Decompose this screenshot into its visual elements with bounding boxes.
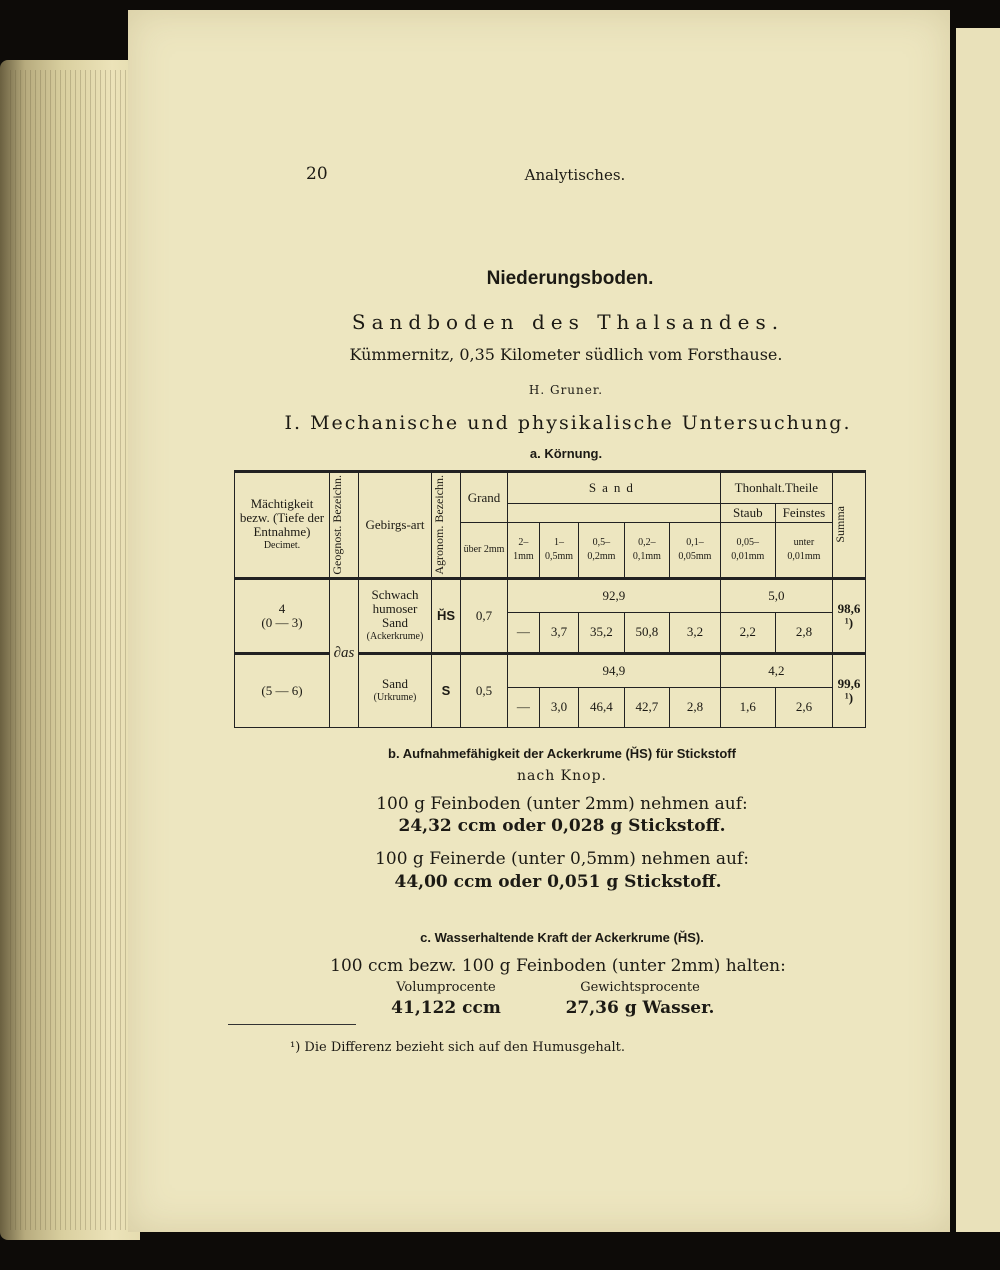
section-b-heading: b. Aufnahmefähigkeit der Ackerkrume (H̆S) für Stickstoff bbox=[388, 746, 736, 761]
page-edge-lines bbox=[10, 70, 130, 1230]
row2-sand-2: 3,0 bbox=[539, 688, 578, 728]
page-number: 20 bbox=[306, 164, 328, 184]
row1-feinstes: 2,8 bbox=[775, 613, 832, 654]
col-staub-header: Staub bbox=[720, 504, 775, 523]
row2-gebirgsart: Sand (Urkrume) bbox=[359, 653, 432, 727]
row2-sand-1: — bbox=[508, 688, 540, 728]
row2-feinstes: 2,6 bbox=[775, 688, 832, 728]
row1-staub: 2,2 bbox=[720, 613, 775, 654]
vol-value: 41,122 ccm bbox=[391, 998, 501, 1018]
col-feinstes-sub: unter 0,01mm bbox=[775, 523, 832, 578]
row1-depth: 4 (0 — 3) bbox=[235, 578, 330, 653]
vol-label: Volumprocente bbox=[396, 980, 496, 995]
col-agronom-header: Agronom. Bezeichn. bbox=[432, 472, 461, 579]
row2-grand: 0,5 bbox=[461, 653, 508, 727]
col-staub-sub: 0,05–0,01mm bbox=[720, 523, 775, 578]
section-b-line1: 100 g Feinboden (unter 2mm) nehmen auf: bbox=[376, 794, 748, 814]
col-sand-header: Sand bbox=[508, 472, 721, 504]
col-sand-sub-2: 1–0,5mm bbox=[539, 523, 578, 578]
row1-gebirgsart: Schwach humoser Sand (Ackerkrume) bbox=[359, 578, 432, 653]
col-gebirgsart-header: Gebirgs-art bbox=[359, 472, 432, 579]
col-grand-sub: über 2mm bbox=[461, 523, 508, 578]
col-sand-sub-1: 2–1mm bbox=[508, 523, 540, 578]
gew-value: 27,36 g Wasser. bbox=[565, 998, 715, 1018]
col-sand-sub-3: 0,5–0,2mm bbox=[579, 523, 625, 578]
running-title: Analytisches. bbox=[524, 166, 626, 184]
row1-agronom: H̆S bbox=[432, 578, 461, 653]
col-feinstes-header: Feinstes bbox=[775, 504, 832, 523]
col-thon-header: Thonhalt.Theile bbox=[720, 472, 832, 504]
section-b-line4: 44,00 ccm oder 0,051 g Stickstoff. bbox=[394, 872, 722, 892]
row2-depth: (5 — 6) bbox=[235, 653, 330, 727]
col-depth-header: Mächtigkeit bezw. (Tiefe der Entnahme) Decimet. bbox=[235, 472, 330, 579]
section-I-heading: I. Mechanische und physikalische Untersuchung. bbox=[284, 412, 852, 434]
col-summa-header: Summa bbox=[833, 472, 866, 579]
section-b-line3: 100 g Feinerde (unter 0,5mm) nehmen auf: bbox=[375, 849, 749, 869]
row2-sand-3: 46,4 bbox=[579, 688, 625, 728]
row1-sand-2: 3,7 bbox=[539, 613, 578, 654]
col-sand-sub-5: 0,1–0,05mm bbox=[670, 523, 721, 578]
col-sand-sub-4: 0,2–0,1mm bbox=[624, 523, 670, 578]
section-c-line1: 100 ccm bezw. 100 g Feinboden (unter 2mm) halten: bbox=[330, 956, 786, 976]
koernung-table bbox=[234, 470, 866, 728]
page-title: Niederungsboden. bbox=[486, 268, 654, 289]
row2-sand-5: 2,8 bbox=[670, 688, 721, 728]
section-a-heading: a. Körnung. bbox=[529, 446, 603, 461]
section-b-line2: 24,32 ccm oder 0,028 g Stickstoff. bbox=[398, 816, 726, 836]
row2-sand-total: 94,9 bbox=[508, 653, 721, 687]
row1-sand-3: 35,2 bbox=[579, 613, 625, 654]
col-geognost-header: Geognost. Bezeichn. bbox=[330, 472, 359, 579]
row2-sand-4: 42,7 bbox=[624, 688, 670, 728]
footnote: ¹) Die Differenz bezieht sich auf den Humusgehalt. bbox=[290, 1040, 625, 1055]
row2-summa: 99,6 ¹) bbox=[833, 653, 866, 727]
sand-spacer bbox=[508, 504, 721, 523]
row2-staub: 1,6 bbox=[720, 688, 775, 728]
row1-grand: 0,7 bbox=[461, 578, 508, 653]
footnote-rule bbox=[228, 1024, 356, 1025]
row2-thon-total: 4,2 bbox=[720, 653, 832, 687]
row1-sand-5: 3,2 bbox=[670, 613, 721, 654]
section-c-heading: c. Wasserhaltende Kraft der Ackerkrume (H̆S). bbox=[420, 930, 704, 945]
row2-agronom: S bbox=[432, 653, 461, 727]
row1-sand-1: — bbox=[508, 613, 540, 654]
section-b-sub: nach Knop. bbox=[517, 768, 607, 784]
col-grand-header: Grand bbox=[461, 472, 508, 523]
row1-sand-total: 92,9 bbox=[508, 578, 721, 612]
row1-sand-4: 50,8 bbox=[624, 613, 670, 654]
subtitle: Sandboden des Thalsandes. bbox=[351, 310, 785, 334]
row1-summa: 98,6 ¹) bbox=[833, 578, 866, 653]
author: H. Gruner. bbox=[528, 383, 604, 397]
location: Kümmernitz, 0,35 Kilometer südlich vom Forsthause. bbox=[349, 345, 783, 364]
geognost-value: ∂as bbox=[330, 578, 359, 727]
gew-label: Gewichtsprocente bbox=[580, 980, 700, 995]
row1-thon-total: 5,0 bbox=[720, 578, 832, 612]
facing-page bbox=[956, 28, 1000, 1232]
